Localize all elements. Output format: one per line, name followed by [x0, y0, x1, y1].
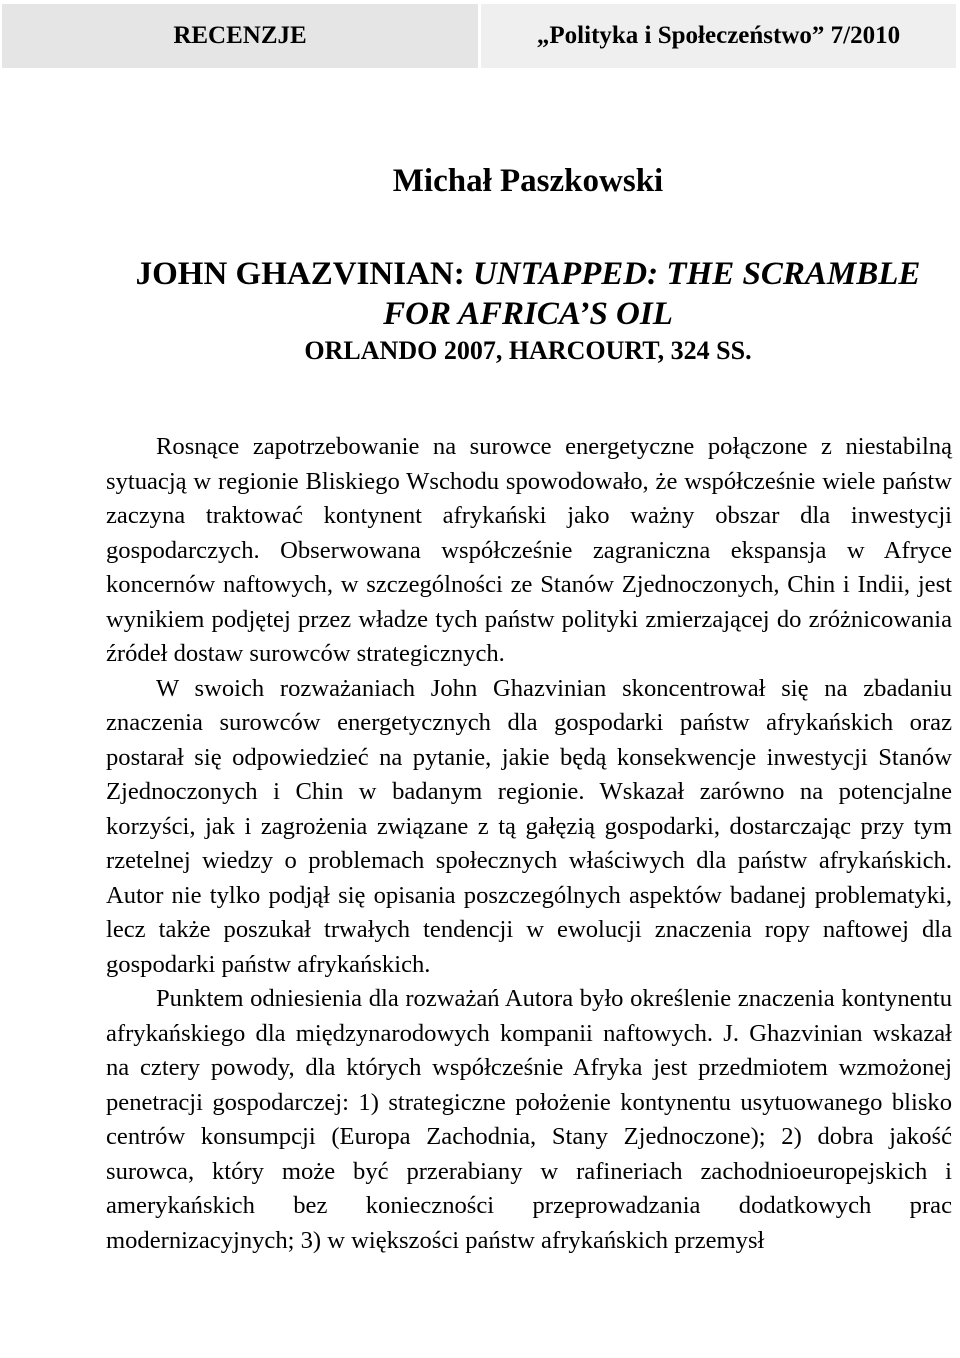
journal-label: „Polityka i Społeczeństwo” 7/2010 — [481, 4, 956, 68]
publication-info: ORLANDO 2007, HARCOURT, 324 SS. — [304, 336, 752, 365]
book-title — [0, 254, 960, 334]
paragraph: W swoich rozważaniach John Ghazvinian skoncentrował się na zbadaniu znaczenia surowców energetycznych dla gospodarki państw afrykańskich oraz postarał się odpowiedzieć na pytanie, jakie będą konsekwencje inwestycji Stanów Zjednoczonych i Chin w badanym regionie. Wskazał zarówno na potencjalne korzyści, jak i zagrożenia związane z tą gałęzią gospodarki, dostarczając przy tym rzetelnej wiedzy o problemach społecznych właściwych dla państw afrykańskich. Autor nie tylko podjął się opisania poszczególnych aspektów badanej problematyki, lecz także poszukał trwałych tendencji w ewolucji znaczenia ropy naftowej dla gospodarki państw afrykańskich. — [106, 674, 952, 978]
book-author: JOHN GHAZVINIAN: — [135, 256, 473, 292]
review-author: Michał Paszkowski — [392, 163, 664, 199]
section-label: RECENZJE — [2, 4, 481, 68]
book-title-line2: FOR AFRICA’S OIL — [383, 296, 673, 332]
paragraph: Punktem odniesienia dla rozważań Autora było określenie znaczenia kontynentu afrykańskiego dla międzynarodowych kompanii naftowych. J. Ghazvinian wskazał na cztery powody, dla których współcześnie Afryka jest przedmiotem wzmożonej penetracji gospodarczej: 1) strategiczne położenie kontynentu usytuowanego blisko centrów konsumpcji (Europa Zachodnia, Stany Zjednoczone); 2) dobra jakość surowca, który może być przerabiany w rafineriach zachodnioeuropejskich i amerykańskich bez konieczności przeprowadzania dodatkowych prac modernizacyjnych; 3) w większości państw afrykańskich przemysł — [106, 985, 952, 1254]
paragraph: Rosnące zapotrzebowanie na surowce energetyczne połączone z niestabilną sytuacją w regionie Bliskiego Wschodu spowodowało, że współcześnie wiele państw zaczyna traktować kontynent afrykański jako ważny obszar dla inwestycji gospodarczych. Obserwowana współcześnie zagraniczna ekspansja w Afryce koncernów naftowych, w szczególności ze Stanów Zjednoczonych, Chin i Indii, jest wynikiem podjętej przez władze tych państw polityki zmierzającej do zróżnicowania źródeł dostaw surowców strategicznych. — [106, 433, 952, 667]
running-header — [2, 4, 956, 68]
review-body — [106, 430, 952, 1258]
book-title-line1: UNTAPPED: THE SCRAMBLE — [472, 256, 921, 292]
